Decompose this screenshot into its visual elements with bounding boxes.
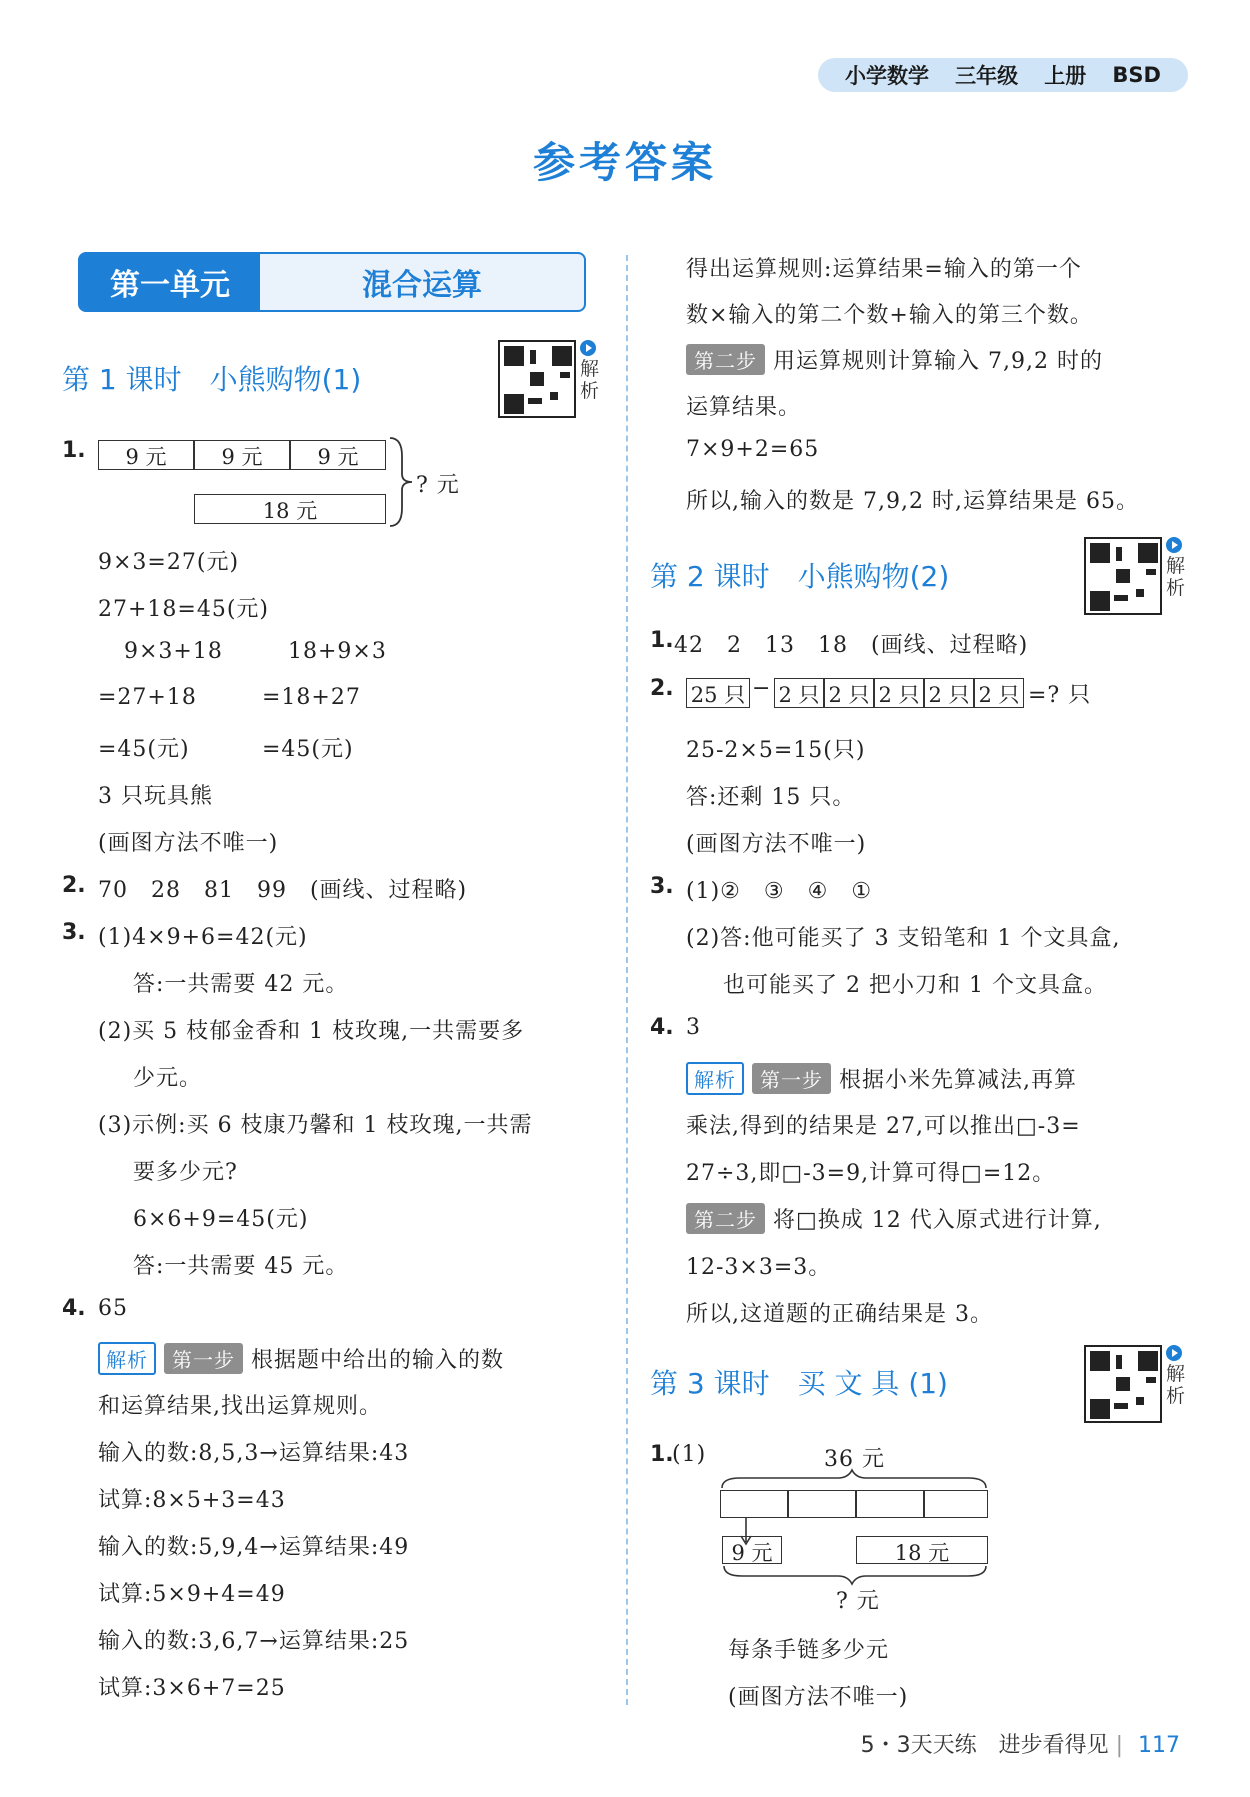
l3-total: 36 元 [824,1447,885,1472]
bar-seg-18: 18 元 [856,1536,988,1564]
q4-text: 根据题中给出的输入的数 [251,1348,505,1373]
step-tag: 第二步 [686,344,765,375]
q1-calcB: 18+9×3 [288,639,387,664]
l3-q1-number: 1. [650,1442,674,1467]
lesson-1-title: 第 1 课时 小熊购物(1) [62,363,362,396]
l3-question: ? 元 [836,1589,880,1614]
bar-seg: 9 元 [290,440,386,470]
q1-tail: (画图方法不唯一) [98,831,279,856]
q3-line: 少元。 [110,1066,203,1091]
step-tag: 第一步 [752,1063,831,1094]
bar-seg: 25 只 [686,678,750,708]
l2-q3-number: 3. [650,874,674,899]
l2-q2-tail: =? 只 [1028,683,1092,708]
q2-number: 2. [62,873,86,898]
play-icon [1166,1345,1182,1361]
l2-q4-number: 4. [650,1015,674,1040]
column-divider [626,255,628,1705]
footer-brand: 5・3天天练 进步看得见 [860,1733,1109,1758]
l2-q4-tail: 12-3×3=3。 [686,1255,832,1280]
q4-line: 试算:5×9+4=49 [98,1582,286,1607]
q3-line: 答:一共需要 45 元。 [110,1254,349,1279]
step2-text: 用运算规则计算输入 7,9,2 时的 [773,349,1103,374]
analysis-tag: 解析 [686,1062,744,1095]
play-icon [580,340,596,356]
r-line: 7×9+2=65 [686,437,820,462]
q1-tail: 3 只玩具熊 [98,784,213,809]
q4-line: 试算:3×6+7=25 [98,1676,286,1701]
brace-icon [388,436,418,528]
l2-q3-line: (2)答:他可能买了 3 支铅笔和 1 个文具盒, [686,926,1121,951]
q1-calcA: =27+18 [98,685,197,710]
q2-answer: 70 28 81 99 (画线、过程略) [98,878,468,903]
analysis-tag: 解析 [98,1342,156,1375]
l2-q4-step2 [686,1203,1102,1234]
q4-answer: 65 [98,1296,128,1321]
q1-number: 1. [62,438,86,463]
play-icon [1166,537,1182,553]
q4-line: 试算:8×5+3=43 [98,1488,286,1513]
lesson-2-title: 第 2 课时 小熊购物(2) [650,560,950,593]
r-line: 运算结果。 [686,395,802,420]
l2-q4-line: 27÷3,即□-3=9,计算可得□=12。 [686,1161,1056,1186]
qr-code-lesson-1[interactable] [498,340,602,418]
q4-line: 和运算结果,找出运算规则。 [98,1394,382,1419]
q4-line: 输入的数:8,5,3→运算结果:43 [98,1441,410,1466]
subject-label: 小学数学 [845,64,930,88]
l2-q2-line: 答:还剩 15 只。 [686,785,856,810]
step-tag: 第一步 [164,1343,243,1374]
q3-line: 答:一共需要 42 元。 [110,972,349,997]
q4-line: 输入的数:5,9,4→运算结果:49 [98,1535,410,1560]
q3-line: (1)4×9+6=42(元) [98,925,308,950]
l2-q4-line: 乘法,得到的结果是 27,可以推出□-3= [686,1114,1081,1139]
r-line: 得出运算规则:运算结果=输入的第一个 [686,257,1082,282]
qr-code-icon [1084,537,1162,615]
page-number: 117 [1138,1733,1180,1758]
q1-calcB: =18+27 [262,685,361,710]
l2-q4-answer: 3 [686,1015,701,1040]
q3-number: 3. [62,920,86,945]
q4-line: 输入的数:3,6,7→运算结果:25 [98,1629,410,1654]
r-line: 所以,输入的数是 7,9,2 时,运算结果是 65。 [686,489,1139,514]
q1-line: 9×3=27(元) [98,550,240,575]
bar-seg: 2 只 [924,678,974,708]
qr-code-lesson-2[interactable] [1084,537,1188,615]
bar-seg: 9 元 [98,440,194,470]
bar-seg [788,1490,856,1518]
bar-seg: 2 只 [974,678,1024,708]
q1-total: ? 元 [416,473,460,498]
q1-calcA: =45(元) [98,737,190,762]
bar-seg: 2 只 [774,678,824,708]
l2-q4-text2: 将□换成 12 代入原式进行计算, [773,1208,1102,1233]
page-footer: 5・3天天练 进步看得见 | 117 [860,1733,1180,1758]
q3-line: 6×6+9=45(元) [110,1207,309,1232]
l2-q4-text1: 根据小米先算减法,再算 [839,1068,1077,1093]
r-step2 [686,344,1103,375]
l3-line: (画图方法不唯一) [728,1685,909,1710]
volume-label: 上册 [1044,64,1087,88]
qr-code-lesson-3[interactable] [1084,1345,1188,1423]
q3-line: (3)示例:买 6 枝康乃馨和 1 枝玫瑰,一共需 [98,1113,533,1138]
bar-seg [720,1490,788,1518]
bar-seg-9: 9 元 [722,1536,782,1564]
r-line: 数×输入的第二个数+输入的第三个数。 [686,303,1093,328]
unit-name: 混合运算 [362,268,482,303]
q3-line: 要多少元? [110,1160,238,1185]
header-badge [818,58,1188,92]
l3-line: 每条手链多少元 [728,1638,890,1663]
q1-calcA: 9×3+18 [124,639,223,664]
l3-q1-sub: (1) [672,1442,707,1467]
l2-q4-analysis [686,1062,1077,1095]
qr-label: 解析 [1166,1363,1186,1407]
q1-calcB: =45(元) [262,737,354,762]
q3-line: (2)买 5 枝郁金香和 1 枝玫瑰,一共需要多 [98,1019,525,1044]
q4-number: 4. [62,1296,86,1321]
qr-label: 解析 [1166,555,1186,599]
q4-analysis [98,1342,504,1375]
bar-seg-18: 18 元 [194,494,386,524]
bar-seg: 2 只 [824,678,874,708]
l2-q3-line: 也可能买了 2 把小刀和 1 个文具盒。 [700,973,1107,998]
minus-sign: − [752,676,772,701]
q1-line: 27+18=45(元) [98,597,270,622]
qr-code-icon [1084,1345,1162,1423]
qr-code-icon [498,340,576,418]
l2-q2-line: (画图方法不唯一) [686,832,867,857]
bar-seg [856,1490,924,1518]
lesson-3-title: 第 3 课时 买 文 具 (1) [650,1367,948,1400]
l2-q2-line: 25-2×5=15(只) [686,738,866,763]
qr-label: 解析 [580,358,600,402]
grade-label: 三年级 [955,64,1019,88]
l2-q4-tail: 所以,这道题的正确结果是 3。 [686,1302,993,1327]
edition-label: BSD [1112,63,1161,87]
l2-q3-line: (1)② ③ ④ ① [686,879,873,904]
unit-header [78,252,586,312]
l2-q1-answer: 42 2 13 18 (画线、过程略) [674,633,1029,658]
step-tag: 第二步 [686,1203,765,1234]
bar-seg: 9 元 [194,440,290,470]
l2-q1-number: 1. [650,628,674,653]
unit-number: 第一单元 [80,254,260,310]
bar-seg: 2 只 [874,678,924,708]
bottom-brace-icon [722,1564,990,1586]
page-title: 参考答案 [532,138,717,187]
top-brace-icon [720,1468,990,1490]
bar-seg [924,1490,988,1518]
l2-q2-number: 2. [650,676,674,701]
